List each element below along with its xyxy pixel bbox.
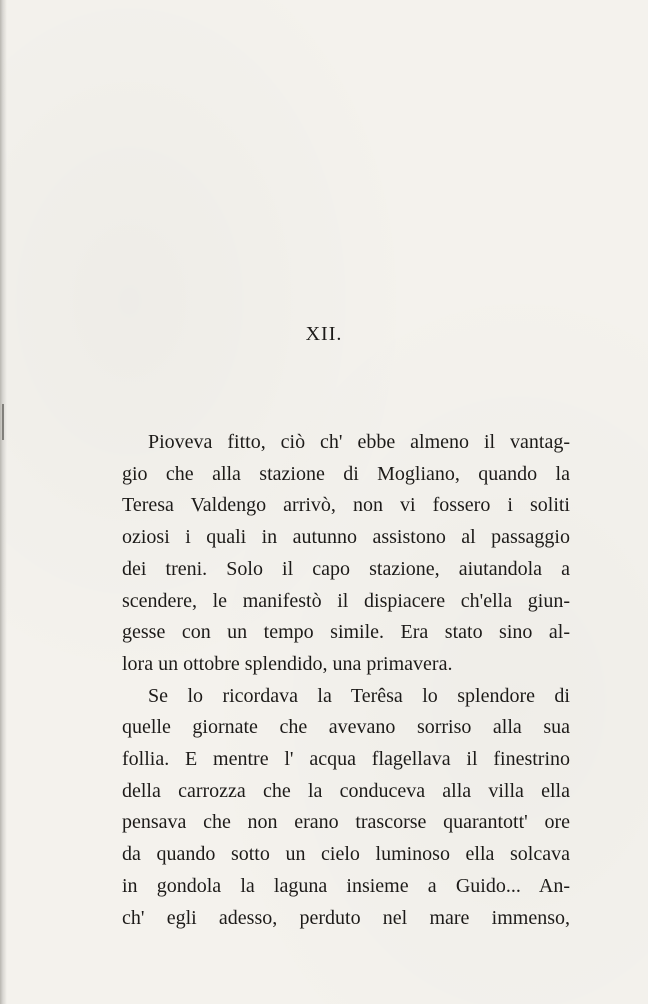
text-line: in gondola la laguna insieme a Guido... An- [122,874,570,897]
text-line: follia. E mentre l' acqua flagellava il finestrino [122,748,570,771]
text-line: Pioveva fitto, ciò ch' ebbe almeno il vantag- [148,431,570,453]
text-line: scendere, le manifestò il dispiacere ch'ella giun- [122,589,570,612]
chapter-heading: XII. [305,323,343,345]
text-line: dei treni. Solo il capo stazione, aiutandola a [122,557,570,580]
text-line: lora un ottobre splendido, una primavera. [122,652,453,675]
text-line: Se lo ricordava la Terêsa lo splendore di [148,684,570,707]
text-line: gio che alla stazione di Mogliano, quando la [122,462,570,485]
text-line: ch' egli adesso, perduto nel mare immenso, [122,906,570,929]
text-line: della carrozza che la conduceva alla villa ella [122,779,570,802]
text-line: oziosi i quali in autunno assistono al passaggio [122,526,570,549]
body-text [122,427,570,934]
text-line: quelle giornate che avevano sorriso alla sua [122,716,570,739]
paragraph-1 [122,427,570,681]
paragraph-2 [122,681,570,935]
page-binding-edge [0,0,7,1004]
text-line: gesse con un tempo simile. Era stato sino al- [122,621,570,644]
text-line: da quando sotto un cielo luminoso ella solcava [122,843,570,866]
text-line: pensava che non erano trascorse quarantott' ore [122,811,570,834]
text-line: Teresa Valdengo arrivò, non vi fossero i soliti [122,494,570,517]
